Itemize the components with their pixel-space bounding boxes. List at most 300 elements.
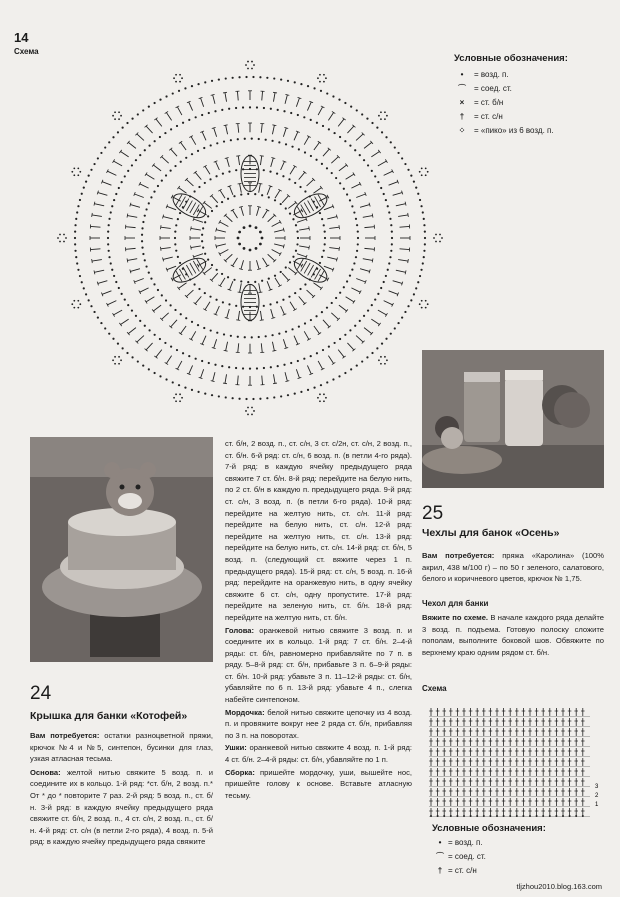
diagram-mark xyxy=(221,365,223,367)
diagram-mark xyxy=(384,301,393,305)
diagram-mark xyxy=(179,283,187,289)
diagram-mark xyxy=(364,142,372,148)
diagram-mark xyxy=(420,269,422,271)
diagram-mark xyxy=(339,225,340,229)
diagram-mark xyxy=(195,358,197,360)
row-number-label: 2 xyxy=(595,793,599,799)
diagram-mark xyxy=(413,293,415,295)
diagram-mark xyxy=(384,118,386,120)
diagram-mark xyxy=(251,68,253,70)
diagram-mark xyxy=(227,309,230,318)
diagram-mark xyxy=(258,138,260,140)
diagram-mark xyxy=(237,91,238,100)
diagram-mark xyxy=(398,215,408,216)
diagram-mark xyxy=(59,241,61,243)
diagram-mark xyxy=(354,149,356,151)
diagram-mark xyxy=(74,224,76,226)
diagram-mark xyxy=(297,360,299,362)
diagram-mark xyxy=(407,305,409,307)
diagram-mark xyxy=(291,146,293,148)
diagram-mark xyxy=(420,205,422,207)
diagram-mark xyxy=(185,317,187,319)
diagram-mark xyxy=(271,158,275,159)
diagram-mark xyxy=(127,170,129,172)
diagram-mark xyxy=(372,258,373,262)
legend-bottom xyxy=(432,822,607,878)
diagram-mark xyxy=(380,363,382,365)
diagram-mark xyxy=(102,291,111,295)
diagram-mark xyxy=(204,81,206,83)
diagram-mark xyxy=(405,202,406,206)
diagram-mark xyxy=(81,281,83,283)
diagram-mark xyxy=(316,122,318,124)
diagram-mark xyxy=(405,270,406,274)
diagram-mark xyxy=(259,283,261,292)
diagram-mark xyxy=(229,186,232,195)
article-25-title: Чехлы для банок «Осень» xyxy=(422,527,560,539)
diagram-mark xyxy=(364,328,372,334)
stitch-mark xyxy=(489,815,491,817)
diagram-mark xyxy=(88,175,90,177)
diagram-mark xyxy=(285,372,287,381)
diagram-mark xyxy=(410,175,412,177)
diagram-mark xyxy=(349,275,351,277)
diagram-mark xyxy=(349,329,351,331)
diagram-mark xyxy=(100,322,102,324)
diagram-mark xyxy=(371,352,373,354)
diagram-mark xyxy=(114,356,116,358)
diagram-mark xyxy=(273,93,275,102)
diagram-mark xyxy=(130,205,140,208)
diagram-mark xyxy=(108,141,110,143)
stitch-mark xyxy=(456,815,458,817)
diagram-mark xyxy=(204,182,206,184)
stitch-mark xyxy=(569,815,571,817)
diagram-mark xyxy=(299,288,301,290)
diagram-mark xyxy=(289,213,291,215)
diagram-mark xyxy=(400,249,410,250)
diagram-mark xyxy=(424,243,426,245)
diagram-mark xyxy=(338,99,340,101)
diagram-mark xyxy=(228,171,230,173)
diagram-mark xyxy=(165,174,167,176)
diagram-mark xyxy=(171,149,177,156)
legend-text: = ст. б/н xyxy=(474,98,504,107)
diagram-mark xyxy=(115,281,117,283)
diagram-mark xyxy=(175,74,177,76)
diagram-mark xyxy=(263,367,265,369)
diagram-mark xyxy=(359,320,361,322)
diagram-mark xyxy=(307,85,309,87)
diagram-mark xyxy=(135,159,137,161)
diagram-mark xyxy=(202,247,204,249)
diagram-mark xyxy=(366,118,368,120)
diagram-mark xyxy=(191,137,196,145)
diagram-mark xyxy=(263,107,265,109)
diagram-mark xyxy=(357,243,359,245)
stitch-mark xyxy=(496,815,498,817)
legend-top xyxy=(454,52,614,138)
diagram-mark xyxy=(63,241,65,243)
diagram-mark xyxy=(294,393,296,395)
diagram-mark xyxy=(276,301,278,303)
diagram-mark xyxy=(211,94,215,95)
diagram-mark xyxy=(57,237,59,239)
article-25-needs xyxy=(422,550,604,585)
diagram-mark xyxy=(273,383,277,384)
diagram-mark xyxy=(238,243,241,246)
diagram-mark xyxy=(213,95,215,104)
diagram-mark xyxy=(285,95,287,104)
diagram-mark xyxy=(191,85,193,87)
diagram-mark xyxy=(371,170,373,172)
diagram-mark xyxy=(209,296,211,298)
diagram-mark xyxy=(211,196,217,203)
diagram-mark xyxy=(369,269,370,273)
diagram-mark xyxy=(435,241,437,243)
diagram-mark xyxy=(238,398,240,400)
diagram-mark xyxy=(272,350,276,351)
diagram-mark xyxy=(114,161,123,166)
diagram-mark xyxy=(357,237,359,239)
diagram-mark xyxy=(73,167,75,169)
diagram-mark xyxy=(75,256,77,258)
diagram-mark xyxy=(274,230,284,232)
diagram-mark xyxy=(323,400,325,402)
diagram-mark xyxy=(177,107,182,115)
article-24-title: Крышка для банки «Котофей» xyxy=(30,710,188,722)
diagram-mark xyxy=(299,296,305,303)
diagram-mark xyxy=(303,116,305,118)
diagram-mark xyxy=(140,288,149,292)
diagram-mark xyxy=(309,246,310,250)
diagram-mark xyxy=(76,262,78,264)
diagram-mark xyxy=(242,168,244,170)
diagram-mark xyxy=(269,171,271,173)
diagram-mark xyxy=(313,283,321,289)
article-24-paragraph xyxy=(30,767,213,848)
diagram-mark xyxy=(261,343,262,352)
diagram-mark xyxy=(349,199,351,201)
diagram-mark xyxy=(171,320,177,327)
diagram-mark xyxy=(166,356,171,364)
diagram-mark xyxy=(249,249,252,252)
diagram-mark xyxy=(263,258,268,266)
diagram-mark xyxy=(390,333,392,335)
diagram-mark xyxy=(204,203,212,209)
diagram-mark xyxy=(191,331,196,339)
diagram-mark xyxy=(280,203,282,205)
diagram-mark xyxy=(323,74,325,76)
diagram-mark xyxy=(271,317,275,318)
diagram-mark xyxy=(310,155,312,157)
article-25-body xyxy=(422,612,604,658)
diagram-mark xyxy=(261,280,263,282)
diagram-mark xyxy=(223,92,227,93)
diagram-mark xyxy=(256,106,258,108)
diagram-mark xyxy=(335,177,337,179)
diagram-mark xyxy=(259,398,261,400)
diagram-mark xyxy=(241,207,244,216)
photo-jar-covers xyxy=(422,350,604,488)
diagram-mark xyxy=(238,343,239,352)
diagram-mark xyxy=(128,142,136,148)
diagram-mark xyxy=(424,237,426,239)
diagram-mark xyxy=(256,168,258,170)
diagram-mark xyxy=(284,127,288,128)
diagram-mark xyxy=(255,247,258,250)
diagram-mark xyxy=(324,243,326,245)
diagram-mark xyxy=(216,230,226,232)
diagram-mark xyxy=(288,296,290,298)
diagram-mark xyxy=(74,237,76,239)
diagram-mark xyxy=(126,122,128,124)
diagram-mark xyxy=(292,256,294,258)
diagram-mark xyxy=(163,217,173,219)
diagram-mark xyxy=(261,124,262,133)
diagram-mark xyxy=(211,394,213,396)
diagram-mark xyxy=(367,309,369,311)
diagram-mark xyxy=(238,124,239,133)
diagram-mark xyxy=(242,106,244,108)
diagram-mark xyxy=(177,256,179,258)
diagram-mark xyxy=(79,171,81,173)
diagram-mark xyxy=(318,141,321,143)
diagram-mark xyxy=(127,214,128,218)
diagram-mark xyxy=(156,119,162,126)
diagram-mark xyxy=(244,336,246,338)
diagram-mark xyxy=(211,210,213,212)
legend-item xyxy=(454,68,614,82)
diagram-mark xyxy=(179,400,181,402)
diagram-mark xyxy=(207,259,209,261)
diagram-mark xyxy=(271,140,273,142)
article-25-number: 25 xyxy=(422,503,444,524)
diagram-mark xyxy=(235,305,237,307)
diagram-mark xyxy=(228,108,230,110)
diagram-mark xyxy=(175,250,177,252)
diagram-mark xyxy=(146,297,154,302)
diagram-mark xyxy=(241,260,244,269)
legend-bottom-title: Условные обозначения: xyxy=(432,823,546,834)
diagram-mark xyxy=(197,324,199,326)
diagram-mark xyxy=(261,237,264,240)
diagram-mark xyxy=(209,178,211,180)
diagram-mark xyxy=(363,216,373,218)
diagram-mark xyxy=(328,356,333,364)
diagram-mark xyxy=(188,355,190,357)
diagram-mark xyxy=(127,304,129,306)
diagram-mark xyxy=(421,167,423,169)
diagram-mark xyxy=(130,269,131,273)
diagram-mark xyxy=(174,165,176,167)
diagram-mark xyxy=(201,234,203,236)
diagram-mark xyxy=(162,157,169,164)
diagram-mark xyxy=(153,102,155,104)
diagram-mark xyxy=(419,199,421,201)
diagram-mark xyxy=(296,369,299,378)
diagram-mark xyxy=(182,122,184,124)
diagram-mark xyxy=(299,246,309,248)
diagram-mark xyxy=(385,275,387,277)
diagram-mark xyxy=(159,136,161,138)
diagram-mark xyxy=(124,298,126,300)
diagram-mark xyxy=(297,237,299,239)
diagram-mark xyxy=(238,292,242,293)
diagram-mark xyxy=(92,213,93,217)
diagram-mark xyxy=(343,188,345,190)
diagram-mark xyxy=(137,360,139,362)
diagram-mark xyxy=(191,228,201,230)
diagram-mark xyxy=(81,193,83,195)
diagram-mark xyxy=(148,329,150,331)
diagram-mark xyxy=(380,187,382,189)
diagram-mark xyxy=(213,372,215,381)
diagram-mark xyxy=(223,383,227,384)
page-number: 14 xyxy=(14,30,29,45)
diagram-mark xyxy=(216,332,218,334)
diagram-mark xyxy=(270,108,272,110)
legend-symbol-icon: • xyxy=(460,70,464,79)
stitch-mark xyxy=(536,815,538,817)
diagram-mark xyxy=(295,250,297,252)
diagram-mark xyxy=(227,158,230,167)
diagram-mark xyxy=(384,363,386,365)
diagram-mark xyxy=(240,184,242,193)
diagram-mark xyxy=(181,397,183,399)
diagram-mark xyxy=(355,218,357,220)
diagram-mark xyxy=(230,335,232,337)
diagram-mark xyxy=(108,218,110,220)
diagram-mark xyxy=(408,259,409,263)
diagram-mark xyxy=(299,228,309,230)
diagram-mark xyxy=(107,301,116,305)
legend-item xyxy=(432,864,607,878)
diagram-mark xyxy=(175,393,177,395)
diagram-mark xyxy=(112,338,114,340)
diagram-mark xyxy=(319,262,321,264)
diagram-mark xyxy=(332,378,334,380)
diagram-mark xyxy=(408,213,409,217)
diagram-mark xyxy=(256,260,259,269)
diagram-mark xyxy=(238,183,242,184)
schema-label-top: Схема xyxy=(14,47,39,56)
diagram-mark xyxy=(387,269,389,271)
diagram-mark xyxy=(172,381,174,383)
diagram-mark xyxy=(204,268,212,274)
diagram-mark xyxy=(191,246,192,250)
diagram-mark xyxy=(181,142,187,150)
diagram-mark xyxy=(415,287,417,289)
diagram-mark xyxy=(179,74,181,76)
diagram-mark xyxy=(423,256,425,258)
diagram-mark xyxy=(323,149,329,156)
diagram-mark xyxy=(94,270,95,274)
diagram-mark xyxy=(179,188,187,194)
diagram-mark xyxy=(71,303,73,305)
diagram-mark xyxy=(254,193,256,195)
diagram-mark xyxy=(313,87,315,89)
diagram-mark xyxy=(381,131,383,133)
diagram-mark xyxy=(88,299,90,301)
diagram-mark xyxy=(226,342,228,351)
diagram-mark xyxy=(92,260,102,261)
diagram-mark xyxy=(240,283,242,292)
diagram-mark xyxy=(235,107,237,109)
diagram-mark xyxy=(83,287,85,289)
diagram-mark xyxy=(92,259,93,263)
diagram-mark xyxy=(304,137,309,145)
diagram-mark xyxy=(73,307,75,309)
diagram-mark xyxy=(220,250,229,255)
legend-text: = возд. п. xyxy=(474,70,509,79)
diagram-mark xyxy=(441,237,443,239)
diagram-mark xyxy=(274,275,276,277)
diagram-mark xyxy=(216,244,226,246)
diagram-mark xyxy=(269,303,271,305)
diagram-mark xyxy=(404,163,406,165)
diagram-mark xyxy=(148,368,150,370)
diagram-mark xyxy=(323,320,329,327)
diagram-mark xyxy=(153,283,155,285)
diagram-mark xyxy=(220,222,229,227)
diagram-mark xyxy=(273,374,275,383)
paragraph-lead: Сборка: xyxy=(225,767,255,777)
diagram-mark xyxy=(174,243,176,245)
diagram-mark xyxy=(331,313,338,320)
diagram-mark xyxy=(124,175,126,177)
diagram-mark xyxy=(148,202,150,204)
diagram-mark xyxy=(154,140,156,142)
diagram-mark xyxy=(251,414,253,416)
diagram-mark xyxy=(424,230,426,232)
diagram-mark xyxy=(189,102,193,110)
diagram-mark xyxy=(371,122,373,124)
diagram-mark xyxy=(307,365,311,373)
diagram-mark xyxy=(111,205,113,207)
diagram-mark xyxy=(225,215,232,222)
diagram-mark xyxy=(328,346,330,348)
diagram-mark xyxy=(153,372,155,374)
diagram-mark xyxy=(315,159,317,161)
stitch-mark xyxy=(509,815,511,817)
diagram-mark xyxy=(364,248,374,249)
diagram-mark xyxy=(304,322,306,324)
diagram-mark xyxy=(201,360,203,362)
diagram-mark xyxy=(425,167,427,169)
diagram-mark xyxy=(118,118,120,120)
diagram-mark xyxy=(372,214,373,218)
diagram-mark xyxy=(280,271,282,273)
diagram-mark xyxy=(202,132,206,140)
diagram-mark xyxy=(281,162,285,170)
diagram-mark xyxy=(343,286,345,288)
diagram-mark xyxy=(259,76,261,78)
diagram-mark xyxy=(247,414,249,416)
diagram-mark xyxy=(289,261,291,263)
diagram-mark xyxy=(237,237,240,240)
diagram-mark xyxy=(161,247,162,251)
diagram-mark xyxy=(139,320,141,322)
diagram-mark xyxy=(79,199,81,201)
diagram-mark xyxy=(400,226,410,227)
diagram-mark xyxy=(350,368,352,370)
diagram-mark xyxy=(236,156,240,157)
diagram-mark xyxy=(161,227,171,228)
diagram-mark xyxy=(321,256,323,258)
diagram-mark xyxy=(107,171,116,175)
diagram-mark xyxy=(389,218,391,220)
